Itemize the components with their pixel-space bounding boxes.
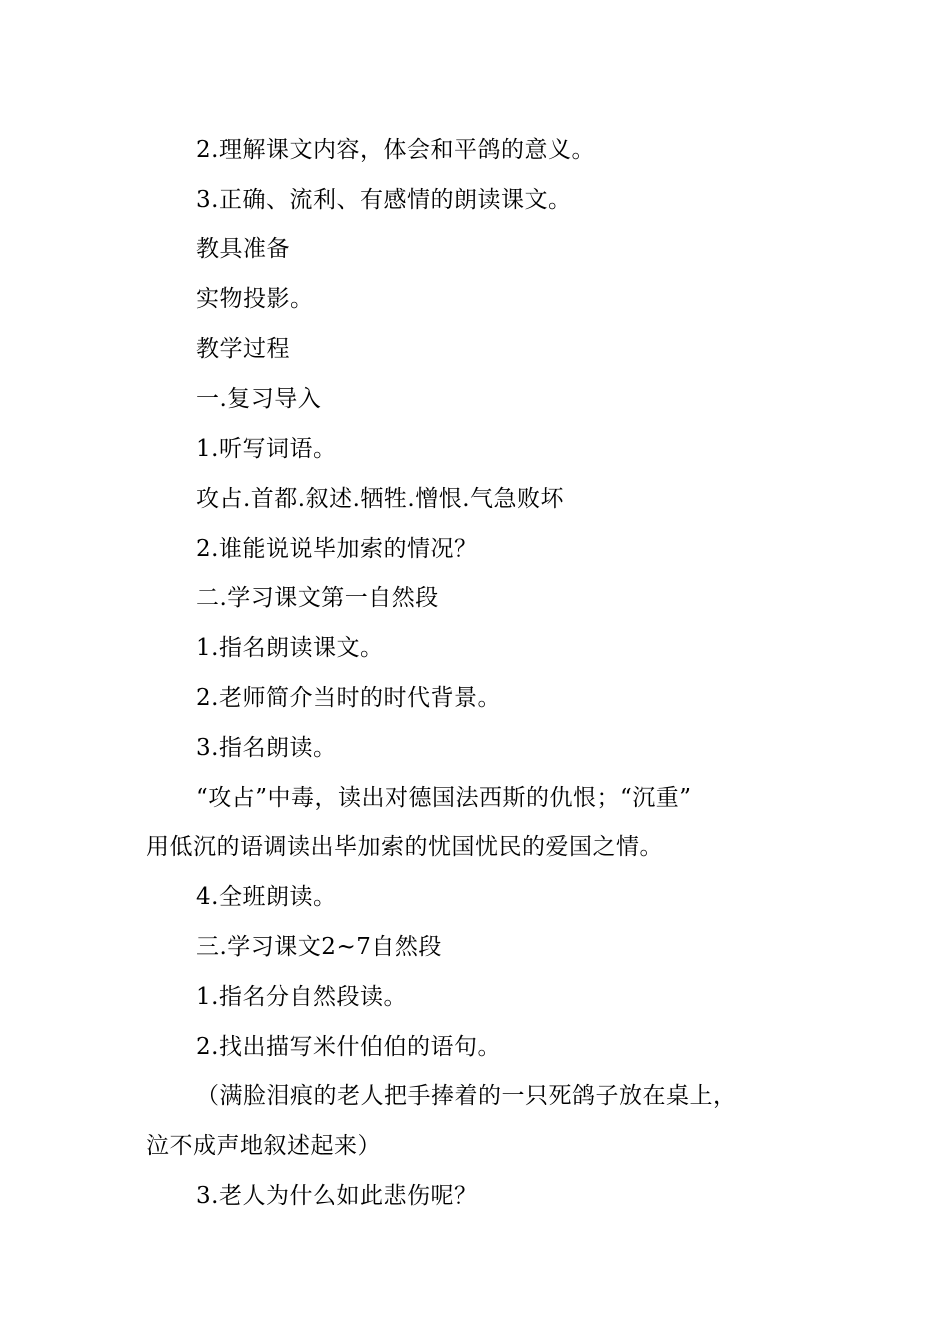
step-item: 4.全班朗读。 [196, 884, 337, 910]
step-item: 1.指名朗读课文。 [196, 635, 384, 661]
quote-line-1: （满脸泪痕的老人把手捧着的一只死鸽子放在桌上， [196, 1083, 737, 1109]
step-item: 1.听写词语。 [196, 436, 337, 462]
reading-guidance-line-2: 用低沉的语调读出毕加索的忧国忧民的爱国之情。 [146, 834, 663, 860]
step-heading-paragraph-one: 二.学习课文第一自然段 [196, 585, 439, 611]
teaching-aids-text: 实物投影。 [196, 286, 314, 312]
section-heading-teaching-aids: 教具准备 [196, 236, 290, 262]
objective-2: 2.理解课文内容，体会和平鸽的意义。 [196, 137, 595, 163]
step-item: 1.指名分自然段读。 [196, 984, 407, 1010]
step-item: 3.指名朗读。 [196, 735, 337, 761]
step-heading-paragraphs-2-7: 三.学习课文2~7自然段 [196, 934, 442, 960]
vocabulary-list: 攻占.首都.叙述.牺牲.憎恨.气急败坏 [196, 486, 565, 512]
reading-guidance-line-1: “攻占”中毒，读出对德国法西斯的仇恨；“沉重” [196, 785, 692, 811]
step-item: 2.谁能说说毕加索的情况？ [196, 536, 478, 562]
step-item: 3.老人为什么如此悲伤呢？ [196, 1183, 478, 1209]
quote-line-2: 泣不成声地叙述起来） [146, 1133, 381, 1159]
step-heading-review: 一.复习导入 [196, 386, 322, 412]
objective-3: 3.正确、流利、有感情的朗读课文。 [196, 187, 572, 213]
section-heading-teaching-process: 教学过程 [196, 336, 290, 362]
step-item: 2.找出描写米什伯伯的语句。 [196, 1034, 501, 1060]
step-item: 2.老师简介当时的时代背景。 [196, 685, 501, 711]
